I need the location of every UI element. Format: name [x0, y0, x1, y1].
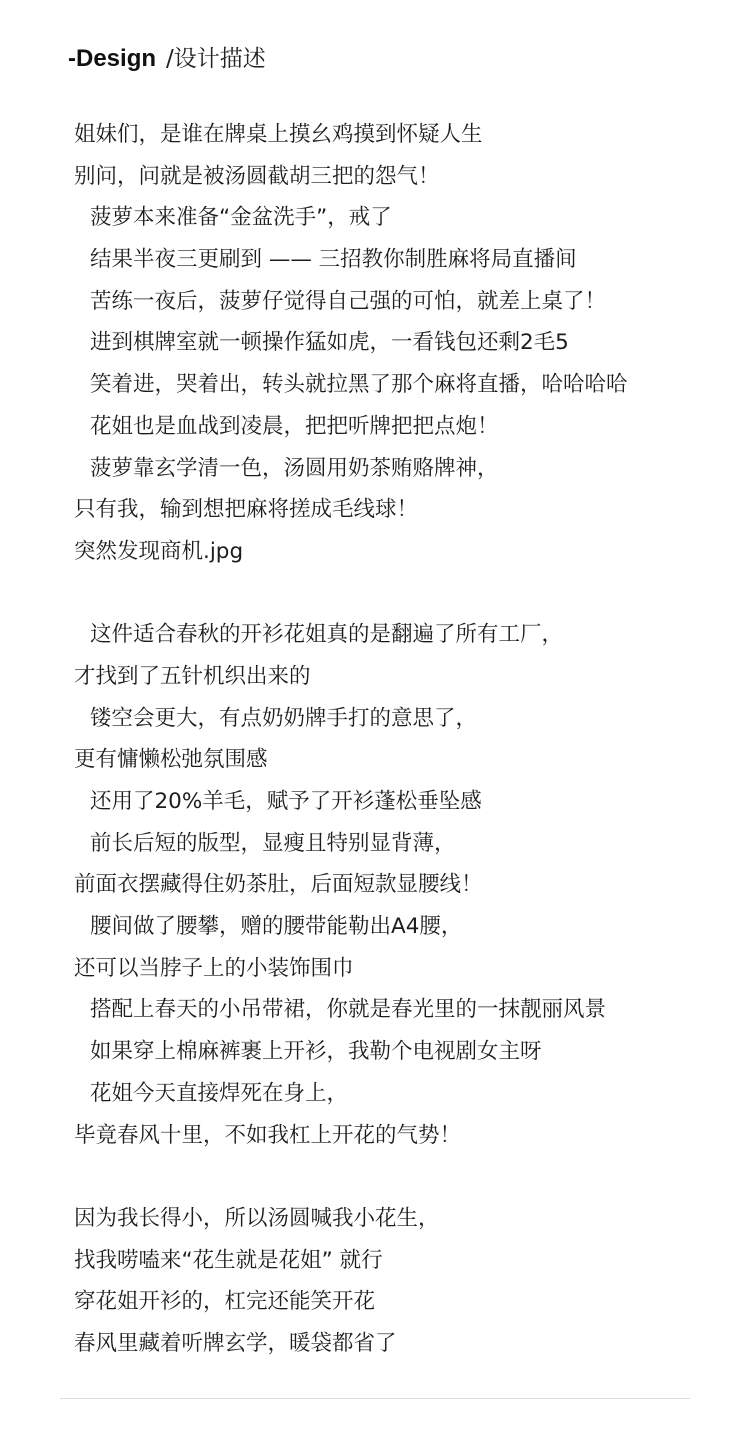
text-line: 还可以当脖子上的小装饰围巾 — [74, 955, 354, 981]
text-line: 穿花姐开衫的，杠完还能笑开花 — [74, 1289, 376, 1315]
paragraph — [74, 614, 724, 1156]
text-line: 更有慵懒松弛氛围感 — [74, 747, 268, 773]
text-line: 只有我，输到想把麻将搓成毛线球！ — [74, 497, 419, 523]
section-title-cn: /设计描述 — [166, 46, 266, 72]
text-line: 还用了20%羊毛，赋予了开衫蓬松垂坠感 — [90, 789, 482, 814]
text-line: 这件适合春秋的开衫花姐真的是翻遍了所有工厂， — [90, 622, 564, 648]
text-line: 搭配上春天的小吊带裙，你就是春光里的一抹靓丽风景 — [90, 997, 607, 1023]
paragraph-gap — [74, 573, 724, 615]
paragraph — [74, 1198, 724, 1365]
text-line: 花姐今天直接焊死在身上， — [90, 1080, 349, 1106]
text-line: 才找到了五针机织出来的 — [74, 663, 311, 689]
text-line: 花姐也是血战到凌晨，把把听牌把把点炮！ — [90, 413, 499, 439]
text-line: 前长后短的版型，显瘦且特别显背薄， — [90, 830, 456, 856]
text-line: 镂空会更大，有点奶奶牌手打的意思了， — [90, 705, 478, 731]
text-line: 笑着进，哭着出，转头就拉黑了那个麻将直播，哈哈哈哈 — [90, 372, 628, 398]
text-line: 春风里藏着听牌玄学，暖袋都省了 — [74, 1330, 397, 1356]
text-line: 因为我长得小，所以汤圆喊我小花生， — [74, 1205, 440, 1231]
section-header — [68, 40, 266, 74]
text-line: 毕竟春风十里，不如我杠上开花的气势！ — [74, 1122, 462, 1148]
paragraph-gap — [74, 1156, 724, 1198]
paragraph — [74, 114, 724, 573]
text-line: 菠萝本来准备“金盆洗手”，戒了 — [90, 205, 392, 231]
text-line: 别问，问就是被汤圆截胡三把的怨气！ — [74, 163, 440, 189]
text-line: 苦练一夜后，菠萝仔觉得自己强的可怕，就差上桌了！ — [90, 288, 607, 314]
text-line: 菠萝靠玄学清一色，汤圆用奶茶贿赂牌神， — [90, 455, 499, 481]
text-line: 姐妹们，是谁在牌桌上摸幺鸡摸到怀疑人生 — [74, 122, 483, 147]
design-description-body — [74, 114, 724, 1365]
text-line: 前面衣摆藏得住奶茶肚，后面短款显腰线！ — [74, 872, 483, 898]
text-line: 如果穿上棉麻裤裹上开衫，我勒个电视剧女主呀 — [90, 1039, 542, 1065]
section-title-en: -Design — [68, 45, 157, 72]
text-line: 找我唠嗑来“花生就是花姐” 就行 — [74, 1247, 383, 1273]
text-line: 腰间做了腰攀，赠的腰带能勒出A4腰， — [90, 914, 463, 940]
bottom-divider — [60, 1398, 690, 1399]
text-line: 进到棋牌室就一顿操作猛如虎，一看钱包还剩2毛5 — [90, 330, 569, 356]
text-line: 结果半夜三更刷到 —— 三招教你制胜麻将局直播间 — [90, 247, 577, 273]
text-line: 突然发现商机.jpg — [74, 538, 244, 564]
